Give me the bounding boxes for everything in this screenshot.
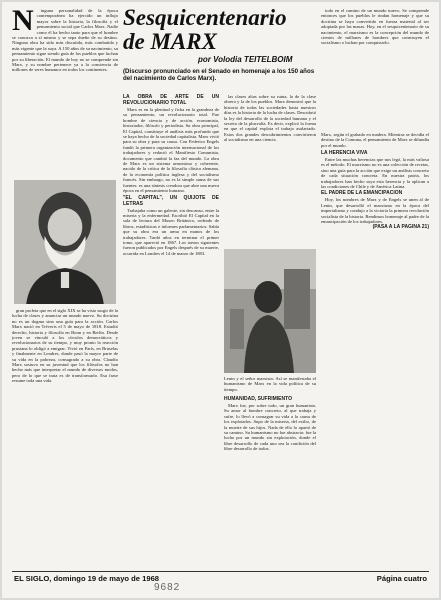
historical-photo [224,249,316,373]
archive-stamp: 9682 [154,582,181,593]
article-column-2 [123,94,219,566]
body-text: todo en el camino de un mundo nuevo. Se comprende entonces que los pueblos le rindan homenaje y que su doctrina se haya convertido en fuerza material al ser adoptada por las masas. Hoy, en el sesquicentenario de su nacimiento, el marxismo es la concepción del mundo de cientos de millones de hombres que construyen el socialismo o luchan por conquistarlo. [321,8,429,46]
body-text: gran profeta que en el siglo XIX se ha visto surgir de la lucha de clases y anunciar un mundo nuevo. Su doctrina no es un dogma sino una guía para la acción. Carlos Marx nació en Tréveris el 5 de mayo de 1818. Estudió derecho, historia y filosofía en Bonn y en Berlín. Desde joven se vinculó a los círculos democráticos y revolucionarios de su tiempo, y muy pronto la reacción prusiana lo obligó a emigrar. Vivió en París, en Bruselas y finalmente en Londres, donde pasó la mayor parte de su vida en la pobreza, consagrado a su obra. Claudio Marx sostuvo en su juventud que los filósofos no han hecho más que interpretar el mundo de diversos modos, pero de lo que se trata es de transformarlo. Esa frase resume toda una vida. [12,308,118,384]
dropcap: N [12,8,34,37]
newspaper-page [2,2,439,598]
body-text: inguna personalidad de la época contemporánea ha ejercido un influjo mayor sobre la historia, la filosofía y el pensamiento social que Carlos Marx. Nadie como él ha hecho tanto para que el hombre se conozca a sí mismo y se sepa dueño de su destino. Ninguna obra ha sido más discutida, más combatida y más vigente que la suya. A 150 años de su nacimiento, su pensamiento sigue siendo guía de los pueblos que luchan por su liberación. El mundo de hoy no se comprende sin Marx, y su nombre pertenece ya a la conciencia de millones de seres humanos en todos los continentes. [12,8,118,73]
body-text: Hoy, los nombres de Marx y de Engels se unen al de Lenin, que desarrolló el marxismo en la época del imperialismo y condujo a la victoria la primera revolución socialista de la historia. Rendimos homenaje al padre de la emancipación de los trabajadores. [321,197,429,225]
photo-caption: Lenin y el señor marxista: Así se manifestaba el humanismo de Marx en la vida política de su tiempo. [224,376,316,392]
footer-publication-date: EL SIGLO, domingo 19 de mayo de 1968 [14,574,160,583]
section-heading: EL PADRE DE LA EMANCIPACION [321,190,403,197]
body-text: Marx es en la plenitud y ficha en la grandeza de su pensamiento, un revolucionario total. Fue hombre de ciencia y de acción, economista, historiador, filósofo y periodista. Su obra principal, El Capital, constituye el análisis más profundo que se haya hecho de la sociedad capitalista. Marx vivió para su obra y para su causa. Con Federico Engels fundó la primera organización internacional de los trabajadores y redactó el Manifiesto Comunista, documento que cambió la faz del mundo. La obra de Marx es un sistema armonioso y coherente, nacido de la crítica de la filosofía clásica alemana, de la economía política inglesa y del socialismo francés. Sin embargo, no es la simple suma de sus fuentes: es una síntesis creadora que abre una nueva época en el pensamiento humano. [123,107,219,194]
continued-note: (PASA A LA PAGINA 21) [372,224,429,231]
article-column-4 [321,8,429,130]
footer-page-label: Página cuatro [376,574,427,583]
section-heading: "EL CAPITAL", UN QUIJOTE DE LETRAS [123,194,219,207]
subheading: (Discurso pronunciado en el Senado en homenaje a los 150 años del nacimiento de Carlos Marx). [123,68,315,83]
article-column-3-continued [224,396,316,566]
section-heading: LA HERENCIA VIVA [321,150,368,156]
headline: Sesquicentenario de MARX [123,5,287,54]
woodcut-caption: Marx, según el grabado en madera. Mientras se decidía el destino de la Comuna, el pensamiento de Marx se difundía por el mundo. [321,132,429,148]
portrait-image [14,180,116,304]
byline: por Volodia TEITELBOIM [198,55,293,64]
section-heading: HUMANIDAD, SUFRIMIENTO [224,396,292,402]
footer-rule [12,571,429,572]
body-text: Trabajaba como un galeote, sin descanso, entre la miseria y la enfermedad. Escribió El Capital en la sala de lectura del Museo Británico, rodeado de libros, estadísticas e informes parlamentarios. Sabía que su obra era un arma en manos de los trabajadores. Tardó años en terminar el primer tomo, que apareció en 1867. Los tomos siguientes fueron publicados por Engels después de su muerte, ocurrida en Londres el 14 de marzo de 1883. [123,207,219,256]
article-column-3 [224,94,316,244]
body-text: Marx fue, por sobre todo, un gran humanista. Su amor al hombre concreto, al que trabaja y sufre, lo llevó a consagrar su vida a la causa de los explotados. Supo de la miseria, del exilio, de la muerte de sus hijos. Nada de ello lo apartó de su camino. Su humanismo no fue abstracto: fue la lucha por un mundo sin explotación, donde el libre desarrollo de cada uno sea la condición del libre desarrollo de todos. [224,403,316,452]
section-heading: LA OBRA DE ARTE DE UN REVOLUCIONARIO TOTAL [123,94,219,106]
marx-portrait-photo [14,180,116,304]
body-text: Entre las muchas herencias que nos legó, la más valiosa es el método. El marxismo no es una colección de recetas, sino una guía para la acción que exige un análisis concreto de cada situación concreta. En nuestra patria, los trabajadores han hecho suya esta herencia y la aplican a las condiciones de Chile y de América Latina. [321,157,429,190]
historical-image [224,249,316,373]
body-text: las clases altas sobre su ruina, la de la clase obrera y la de los pueblos. Marx demostró que la historia de todas las sociedades hasta nuestros días es la historia de la lucha de clases. Descubrió la ley del desarrollo de la sociedad humana y el secreto de la plusvalía. Es decir, explicó la forma en que el capital explota el trabajo asalariado. Estos dos grandes descubrimientos convirtieron al socialismo en una ciencia. [224,94,316,143]
article-column-4-continued [321,150,429,566]
article-column-1-continued [12,308,118,566]
